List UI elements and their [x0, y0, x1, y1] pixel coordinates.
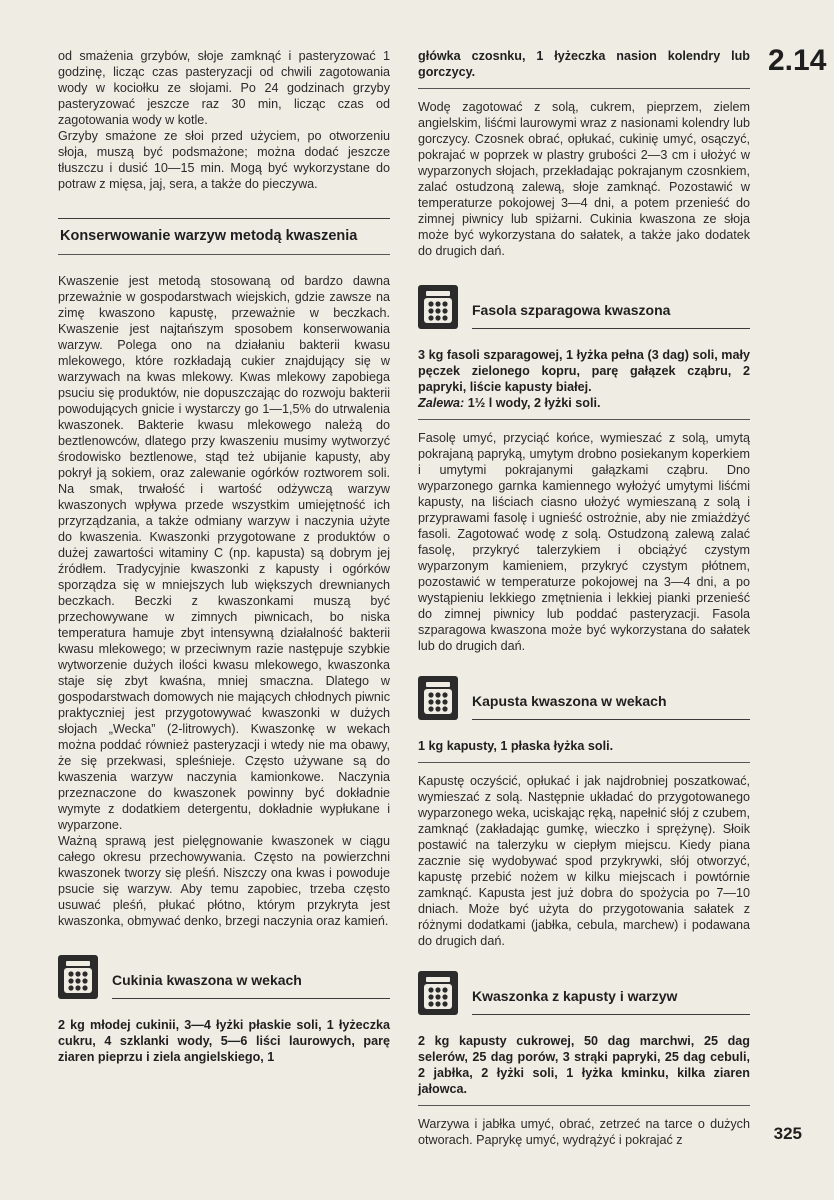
section-heading: Konserwowanie warzyw metodą kwaszenia: [60, 228, 358, 244]
right-column: [418, 48, 750, 1148]
divider: [418, 1105, 750, 1106]
recipe-title: Cukinia kwaszona w wekach: [112, 972, 390, 999]
paragraph: od smażenia grzybów, słoje zamknąć i pasteryzować 1 godzinę, licząc czas pasteryzacji od chwili zagotowania wody w kociołku ze słojami. Po 24 godzinach grzyby pasteryzować jeszcze raz 30 min, licząc czas od zagotowania wody w kotle.: [58, 49, 390, 127]
recipe-header: [418, 971, 750, 1015]
divider: [58, 254, 390, 255]
recipe-fasola: [418, 285, 750, 654]
ingredients: 2 kg młodej cukinii, 3—4 łyżki płaskie soli, 1 łyżeczka cukru, 4 szklanki wody, 5—6 liści laurowych, parę ziaren pieprzu i ziela angielskiego, 1: [58, 1018, 390, 1064]
zalewa-line: [418, 395, 750, 411]
paragraph: Kwaszenie jest metodą stosowaną od bardzo dawna przeważnie w gospodarstwach wiejskich, gdzie zawsze na zimę kwaszono kapustę, przeważnie w beczkach. Kwaszenie jest najtańszym sposobem konserwowania warzyw. Polega ono na działaniu bakterii kwasu mlekowego, które rozkładają cukier znajdujący się w warzywach na kwas mlekowy. Kwas mlekowy zapobiega psuciu się produktów, nie dopuszczając do rozwoju bakterii powodujących gnicie i wystarczy go 1—1,5% do utrwalenia kwaszonek. Bakterie kwasu mlekowego należą do beztlenowców, dlatego przy kwaszeniu musimy wytworzyć środowisko beztlenowe, stąd też ubijanie kapusty, aby pokrył ją sokiem, oraz zalewanie ogórków roztworem soli. Na smak, trwałość i wartość odżywczą warzyw kwaszonych wpływa przede wszystkim umiejętność ich przyrządzania, a także odmiany warzyw i naczynia użyte do kwaszenia. Kwaszonki przygotowane z produktów o dużej zawartości witaminy C (np. kapusta) są dobrym jej źródłem. Tradycyjnie kwaszonki z kapusty i ogórków sporządza się w mniejszych lub większych drewnianych beczkach. Beczki z kwaszonkami muszą być przechowywane w zimnych piwnicach, bo niska temperatura hamuje zbyt intensywną działalność bakterii kwasu mlekowego; w przeciwnym razie następuje szybkie wytworzenie dużych ilości kwasu mlekowego, kwaszonka staje się zbyt kwaśna, mniej smaczna. Dlatego w gospodarstwach domowych nie mających chłodnych piwnic praktyczniej jest przygotowywać kwaszonki w dużych słojach „Wecka” (2-litrowych). Kwaszonkę w wekach można poddać również pasteryzacji i wtedy nie ma obawy, że się przekwasi, spleśnieje. Często używane są do kwaszenia warzyw naczynia kamionkowe. Naczynia przeznaczone do kwaszonek powinny być dokładnie wymyte z dodatkiem detergentu, dokładnie wypłukane i wyparzone.: [58, 274, 390, 832]
recipe-title: Fasola szparagowa kwaszona: [472, 302, 750, 329]
paragraph: Ważną sprawą jest pielęgnowanie kwaszonek w ciągu całego okresu przechowywania. Często na powierzchni kwaszonek tworzy się pleśń. Niszczy ona kwas i powoduje psucie się warzyw. Aby temu zapobiec, trzeba często usuwać pleśń, płukać płótno, którym przykryta jest kwaszonka, obmywać denko, brzegi naczynia oraz kamień.: [58, 834, 390, 928]
paragraph: Kapustę oczyścić, opłukać i jak najdrobniej poszatkować, wymieszać z solą. Następnie układać do przygotowanego wyparzonego weka, uciskając ręką, napełnić słój z czubem, zamknąć (zakładając gumkę, wieczko i sprężynę). Słoik postawić na talerzyku w ciepłym miejscu. Kiedy piana zacznie się wydobywać spod przykrywki, słój otworzyć, kapustę przebić nożem w kilku miejscach i powtórnie zamknąć. Kapusta jest już dobra do spożycia po 7—10 dniach. Może być użyta do przygotowania sałatek z różnymi dodatkami (jabłka, cebula, marchew) i podawana do drugich dań.: [418, 774, 750, 948]
recipe-header: [418, 285, 750, 329]
zalewa-label: Zalewa:: [418, 396, 465, 410]
paragraph: Fasolę umyć, przyciąć końce, wymieszać z solą, umytą pokrajaną papryką, umytym drobno posiekanym koperkiem i umytymi pokrajanymi gałązkami cząbru. Dno wyparzonego garnka kamiennego wyłożyć umytymi liśćmi kapusty, na liściach ciasno ułożyć wymieszaną z solą i przyprawami fasolę i ugnieść ostrożnie, aby nie zmiażdżyć fasoli. Zagotować wodę z solą. Ostudzoną zalewą zalać fasolę, przykryć talerzykiem i obciążyć czystym wyparzonym kamieniem, przykryć czystym płótnem, pozostawić w temperaturze pokojowej na 3—4 dni, a po wystąpieniu lekkiego zmętnienia i lekkiej pianki przenieść do zimnej piwnicy lub poddać pasteryzacji. Fasola szparagowa kwaszona może być wykorzystana do sałatek lub do drugich dań.: [418, 431, 750, 653]
zalewa-text: 1½ l wody, 2 łyżki soli.: [467, 396, 601, 410]
left-column: [58, 48, 390, 1065]
divider: [418, 762, 750, 763]
recipe-header: [418, 676, 750, 720]
jar-icon: [58, 955, 98, 999]
recipe-title: Kwaszonka z kapusty i warzyw: [472, 988, 750, 1015]
ingredients: 1 kg kapusty, 1 płaska łyżka soli.: [418, 739, 614, 753]
ingredients: 3 kg fasoli szparagowej, 1 łyżka pełna (3 dag) soli, mały pęczek zielonego kopru, parę gałązek cząbru, 2 papryki, liście kapusty białej.: [418, 348, 750, 394]
divider: [418, 88, 750, 89]
recipe-cukinia: [58, 955, 390, 1065]
recipe-kwaszonka: [418, 971, 750, 1148]
paragraph: Warzywa i jabłka umyć, obrać, zetrzeć na tarce o dużych otworach. Paprykę umyć, wydrążyć i pokrajać z: [418, 1117, 750, 1147]
jar-icon: [418, 971, 458, 1015]
divider: [418, 419, 750, 420]
ingredients: główka czosnku, 1 łyżeczka nasion kolendry lub gorczycy.: [418, 49, 750, 79]
jar-icon: [418, 676, 458, 720]
ingredients: 2 kg kapusty cukrowej, 50 dag marchwi, 25 dag selerów, 25 dag porów, 3 strąki papryki, 25 dag cebuli, 2 jabłka, 2 łyżki soli, 1 łyżka kminku, kilka ziaren jałowca.: [418, 1034, 750, 1096]
chapter-tab: 2.14: [768, 44, 827, 77]
jar-icon: [418, 285, 458, 329]
recipe-title: Kapusta kwaszona w wekach: [472, 693, 750, 720]
recipe-header: [58, 955, 390, 999]
page-number: 325: [773, 1124, 802, 1143]
paragraph: Wodę zagotować z solą, cukrem, pieprzem, zielem angielskim, liśćmi laurowymi wraz z nasionami kolendry lub gorczycy. Czosnek obrać, opłukać, cukinię umyć, osączyć, pokrajać w poprzek w plastry grubości 2—3 cm i ułożyć w wyparzonych słojach, przekładając pokrajanym czosnkiem, zalać ostudzoną zalewą, słoje zamknąć. Pozostawić w temperaturze pokojowej 3—4 dni, a potem przenieść do zimnej piwnicy lub spiżarni. Cukinia kwaszona ze słoja może być wykorzystana do sałatek, a także jako dodatek do drugich dań.: [418, 100, 750, 258]
recipe-kapusta: [418, 676, 750, 949]
paragraph: Grzyby smażone ze słoi przed użyciem, po otworzeniu słoja, muszą być podsmażone; można dodać jeszcze tłuszczu i dusić 10—15 min. Mogą być wykorzystane do potraw z mięsa, jaj, sera, a także do pieczywa.: [58, 129, 390, 191]
